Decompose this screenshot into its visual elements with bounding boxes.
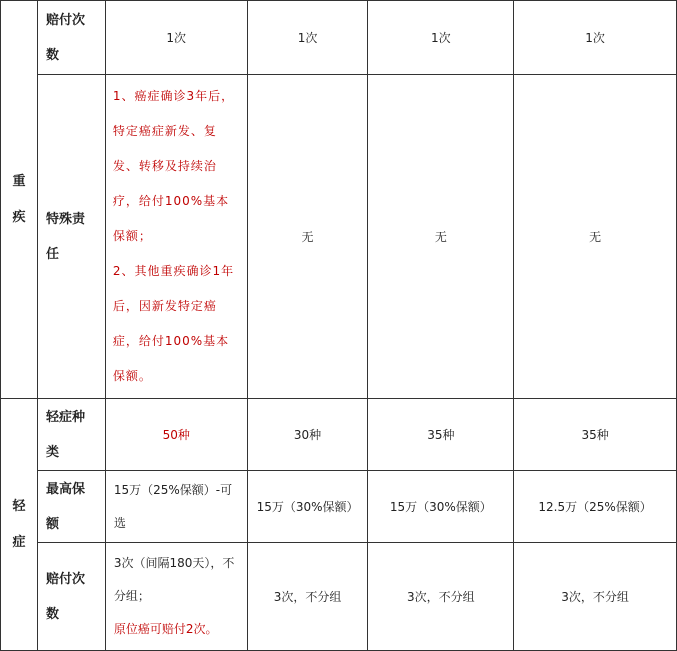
cell-value: 1次 bbox=[105, 1, 247, 75]
cell-value: 1次 bbox=[514, 1, 677, 75]
cell-value: 无 bbox=[247, 75, 368, 399]
section-critical-illness bbox=[1, 1, 38, 399]
cell-value: 3次，不分组 bbox=[247, 543, 368, 651]
special-liability-desc bbox=[105, 75, 247, 399]
desc-paragraph: 2、其他重疾确诊1年后，因新发特定癌症，给付100%基本保额。 bbox=[112, 264, 235, 383]
row-label: 轻症种类 bbox=[37, 399, 105, 471]
row-label: 赔付次数 bbox=[37, 543, 105, 651]
row-critical-payout-count bbox=[1, 1, 677, 75]
desc-paragraph: 3次（间隔180天），不分组； bbox=[113, 556, 235, 603]
cell-value: 1次 bbox=[368, 1, 514, 75]
row-label: 最高保额 bbox=[37, 471, 105, 543]
desc-paragraph: 原位癌可赔付2次。 bbox=[113, 622, 218, 636]
cell-value: 1次 bbox=[247, 1, 368, 75]
row-label: 赔付次数 bbox=[37, 1, 105, 75]
cell-value: 3次，不分组 bbox=[368, 543, 514, 651]
cell-value: 15万（30%保额） bbox=[368, 471, 514, 543]
section-label: 重疾 bbox=[12, 173, 26, 225]
cell-value: 50种 bbox=[105, 399, 247, 471]
cell-value: 35种 bbox=[368, 399, 514, 471]
row-max-coverage bbox=[1, 471, 677, 543]
cell-value: 15万（30%保额） bbox=[247, 471, 368, 543]
row-label: 特殊责任 bbox=[37, 75, 105, 399]
cell-value: 35种 bbox=[514, 399, 677, 471]
row-special-liability bbox=[1, 75, 677, 399]
cell-value: 30种 bbox=[247, 399, 368, 471]
cell-value: 无 bbox=[514, 75, 677, 399]
cell-value: 15万（25%保额）-可选 bbox=[105, 471, 247, 543]
cell-value: 12.5万（25%保额） bbox=[514, 471, 677, 543]
row-mild-payout-count bbox=[1, 543, 677, 651]
section-label: 轻症 bbox=[12, 498, 26, 550]
section-mild-illness bbox=[1, 399, 38, 651]
cell-value: 3次，不分组 bbox=[514, 543, 677, 651]
desc-paragraph: 1、癌症确诊3年后，特定癌症新发、复发、转移及持续治疗，给付100%基本保额； bbox=[112, 89, 235, 243]
cell-value: 无 bbox=[368, 75, 514, 399]
mild-payout-desc bbox=[105, 543, 247, 651]
row-mild-types bbox=[1, 399, 677, 471]
